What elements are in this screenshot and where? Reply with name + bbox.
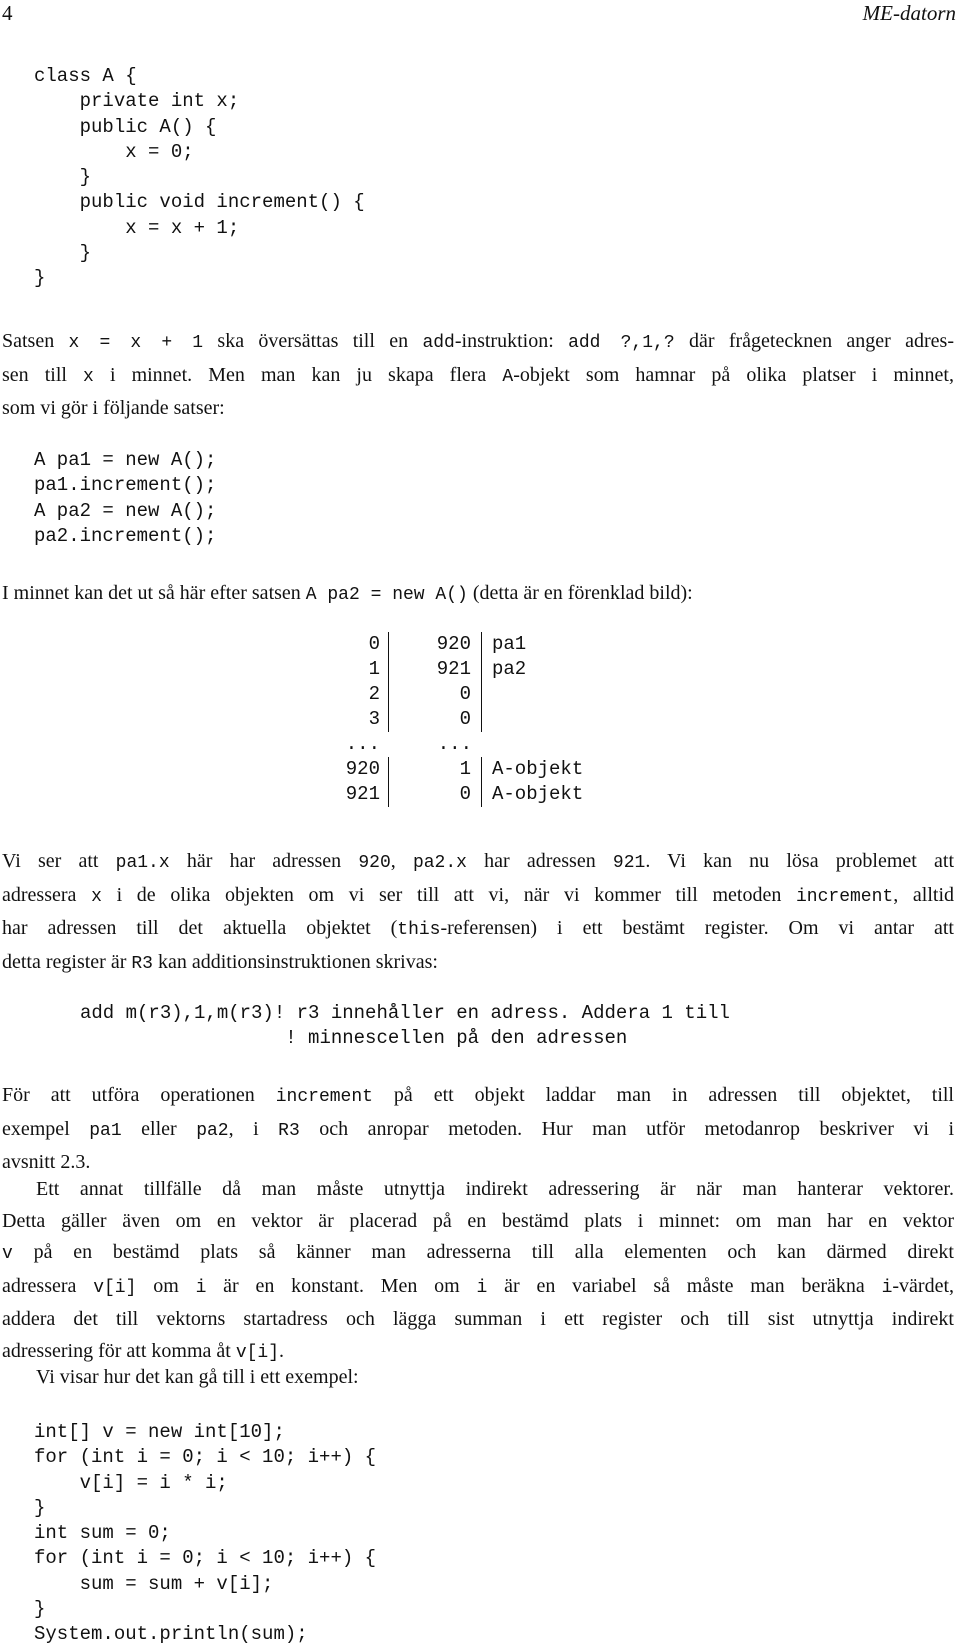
memory-value: 921 xyxy=(388,657,482,682)
paragraph-increment-operation xyxy=(2,1080,954,1179)
text-line: detta register är R3 kan additionsinstruktionen skrivas: xyxy=(2,950,438,974)
memory-value: 1 xyxy=(388,757,482,782)
text-line: adressera v[i] om i är en konstant. Men om i är en variabel så måste man beräkna i-värdet, xyxy=(2,1274,955,1298)
text-line: som vi gör i följande satser: xyxy=(2,397,225,419)
memory-label: pa1 xyxy=(492,633,527,655)
code-line: private int x; xyxy=(34,90,240,113)
code-line: } xyxy=(34,1496,46,1519)
memory-row xyxy=(320,732,620,757)
code-line: } xyxy=(34,166,92,189)
code-line: public void increment() { xyxy=(34,191,365,214)
memory-address: 921 xyxy=(345,783,380,805)
memory-row xyxy=(320,657,620,682)
code-line: System.out.println(sum); xyxy=(34,1623,308,1646)
text-line: Vi ser att pa1.x här har adressen 920, pa2.x har adressen 921. Vi kan nu lösa problemet att xyxy=(2,850,955,873)
code-line: class A { xyxy=(34,65,137,87)
code-line: int sum = 0; xyxy=(34,1522,171,1545)
text-line: har adressen till det aktuella objektet (this-referensen) i ett bestämt register. Om vi antar att xyxy=(2,917,954,940)
code-line: ! minnescellen på den adressen xyxy=(80,1027,628,1050)
text-line: Vi visar hur det kan gå till i ett exempel: xyxy=(36,1366,359,1388)
code-line: x = x + 1; xyxy=(34,216,240,239)
code-line: A pa2 = new A(); xyxy=(34,499,217,522)
text-line: avsnitt 2.3. xyxy=(2,1151,91,1173)
memory-value: 920 xyxy=(388,632,482,657)
code-line: sum = sum + v[i]; xyxy=(34,1572,274,1595)
code-line: pa2.increment(); xyxy=(34,524,217,547)
memory-value: ... xyxy=(437,733,472,755)
memory-label: A-objekt xyxy=(492,758,584,780)
memory-address: 1 xyxy=(368,658,380,680)
text-line: För att utföra operationen increment på ett objekt laddar man in adressen till objektet, till xyxy=(2,1084,954,1107)
memory-row xyxy=(320,707,620,732)
text-line: adressering för att komma åt v[i]. xyxy=(2,1339,285,1363)
code-line: x = 0; xyxy=(34,140,194,163)
code-vector-example xyxy=(34,1420,376,1648)
memory-address: 0 xyxy=(368,633,380,655)
code-line: } xyxy=(34,242,92,265)
text-line: Ett annat tillfälle då man måste utnyttja indirekt adressering är när man hanterar vektorer. xyxy=(36,1178,954,1200)
text-line: v på en bestämd plats så känner man adresserna till alla elementen och kan därmed direkt xyxy=(2,1241,954,1264)
code-line: pa1.increment(); xyxy=(34,474,217,497)
page-number: 4 xyxy=(2,1,13,25)
paragraph-register-addressing xyxy=(2,846,954,980)
text-line: I minnet kan det ut så här efter satsen A pa2 = new A() (detta är en förenklad bild): xyxy=(2,582,693,605)
text-line: exempel pa1 eller pa2, i R3 och anropar metoden. Hur man utför metodanrop beskriver vi i xyxy=(2,1117,955,1141)
code-line: int[] v = new int[10]; xyxy=(34,1421,285,1443)
code-line: v[i] = i * i; xyxy=(34,1471,228,1494)
memory-row xyxy=(320,782,620,807)
memory-row xyxy=(320,632,620,657)
memory-row xyxy=(320,682,620,707)
memory-label: A-objekt xyxy=(492,783,584,805)
memory-address: 920 xyxy=(345,758,380,780)
code-line: } xyxy=(34,267,46,290)
code-new-objects xyxy=(34,448,216,549)
memory-address: 2 xyxy=(368,683,380,705)
text-line: adressera x i de olika objekten om vi ser till att vi, när vi kommer till metoden increment, alltid xyxy=(2,883,954,907)
text-line: addera det till vektorns startadress och lägga summan i ett register och till sist utnyttja indirekt xyxy=(2,1308,954,1330)
code-line: A pa1 = new A(); xyxy=(34,449,217,471)
code-line: for (int i = 0; i < 10; i++) { xyxy=(34,1446,377,1469)
memory-value: 0 xyxy=(388,682,482,707)
code-line: add m(r3),1,m(r3)! r3 innehåller en adress. Addera 1 till xyxy=(80,1002,730,1024)
memory-label: pa2 xyxy=(492,658,527,680)
paragraph-add-instruction xyxy=(2,326,954,425)
code-class-a xyxy=(34,64,365,292)
memory-value: 0 xyxy=(388,707,482,732)
text-line: Satsen x = x + 1 ska översättas till en add-instruktion: add ?,1,? där frågetecknen anger adres- xyxy=(2,330,955,353)
code-add-instruction xyxy=(80,1001,730,1052)
code-line: for (int i = 0; i < 10; i++) { xyxy=(34,1547,377,1570)
memory-row xyxy=(320,757,620,782)
memory-address: 3 xyxy=(368,708,380,730)
paragraph-memory-intro xyxy=(2,578,954,612)
text-line: Detta gäller även om en vektor är placerad på en bestämd plats i minnet: om man har en vektor xyxy=(2,1209,954,1232)
paragraph-example-intro xyxy=(2,1362,954,1394)
code-line: public A() { xyxy=(34,115,217,138)
running-title: ME-datorn xyxy=(862,1,956,25)
memory-address: ... xyxy=(345,733,380,755)
code-line: } xyxy=(34,1598,46,1621)
text-line: sen till x i minnet. Men man kan ju skapa flera A-objekt som hamnar på olika platser i minnet, xyxy=(2,363,954,387)
memory-value: 0 xyxy=(388,782,482,807)
paragraph-vectors xyxy=(2,1174,954,1369)
